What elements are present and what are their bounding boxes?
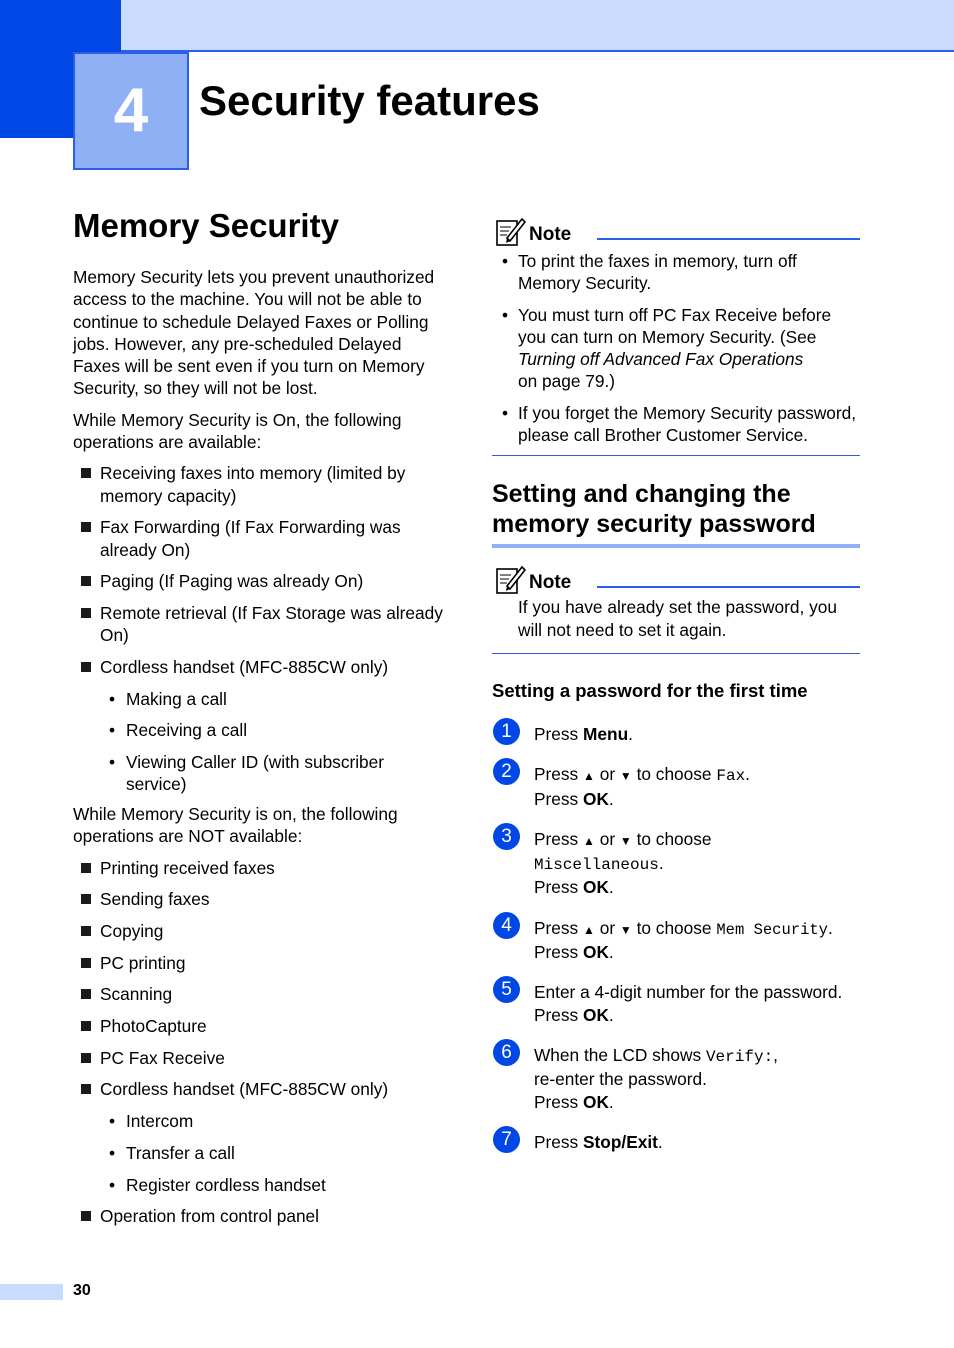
list-item: PC Fax Receive: [73, 1047, 445, 1069]
list-item: Printing received faxes: [73, 857, 445, 879]
sub-list-item: • Transfer a call: [73, 1142, 445, 1164]
note-end-divider: [492, 455, 860, 456]
memory-security-heading: Memory Security: [73, 207, 339, 244]
down-arrow-icon: ▼: [619, 922, 632, 937]
note-label: Note: [529, 224, 572, 245]
page-number: 30: [73, 1282, 91, 1299]
menu-key: Menu: [583, 723, 629, 744]
note-item: • You must turn off PC Fax Receive before you can turn on Memory Security. (See Turning off Advanced Fax Operations on page 79.): [518, 304, 860, 393]
list-item: Receiving faxes into memory (limited by memory capacity): [73, 462, 445, 507]
chapter-number: 4: [113, 76, 149, 145]
step-3: 3 Press ▲ or ▼ to choose Miscellaneous. Press OK.: [492, 828, 860, 899]
step-number: 1: [493, 718, 520, 745]
step-number: 5: [493, 976, 520, 1003]
note-divider: [597, 238, 860, 240]
note-body: [492, 250, 860, 446]
right-column: [492, 214, 860, 1153]
note-divider: [597, 586, 860, 588]
footer-bar: [0, 1284, 63, 1300]
list-item: Scanning: [73, 983, 445, 1005]
note-end-divider: [492, 653, 860, 654]
up-arrow-icon: ▲: [583, 769, 595, 784]
list-item: PC printing: [73, 952, 445, 974]
step-number: 4: [493, 912, 520, 939]
step-5: 5 Enter a 4-digit number for the password. Press OK.: [492, 981, 860, 1026]
lcd-prompt: Verify:: [705, 1047, 774, 1066]
note-header: [492, 562, 860, 598]
note-text: If you have already set the password, you will not need to set it again.: [518, 597, 837, 640]
header-band: [121, 0, 954, 52]
password-section-heading: Setting and changing the memory security password: [492, 480, 860, 548]
ok-key: OK: [583, 1004, 609, 1025]
list-item: Remote retrieval (If Fax Storage was already On): [73, 602, 445, 647]
list-item: Sending faxes: [73, 888, 445, 910]
unavailable-intro: While Memory Security is on, the following operations are NOT available:: [73, 804, 398, 847]
sub-list-item: • Making a call: [73, 688, 445, 710]
list-item: Fax Forwarding (If Fax Forwarding was already On): [73, 516, 445, 561]
lcd-option: Miscellaneous: [534, 856, 659, 875]
step-number: 3: [493, 823, 520, 850]
chapter-number-box: [73, 52, 189, 170]
sub-list-item: • Register cordless handset: [73, 1174, 445, 1196]
list-item: Cordless handset (MFC-885CW only): [73, 656, 445, 678]
step-number: 7: [493, 1126, 520, 1153]
intro-paragraph: Memory Security lets you prevent unauthorized access to the machine. You will not be able to continue to schedule Delayed Faxes or Polling jobs. However, any pre-scheduled Delayed Faxes will be sent even if you turn on Memory Security, so they will not be lost.: [73, 267, 435, 399]
up-arrow-icon: ▲: [583, 833, 595, 848]
step-4: 4 Press ▲ or ▼ to choose Mem Security. Press OK.: [492, 917, 860, 964]
down-arrow-icon: ▼: [619, 833, 632, 848]
sub-list-item: • Viewing Caller ID (with subscriber service): [73, 751, 445, 796]
lcd-option: Fax: [716, 767, 746, 786]
lcd-option: Mem Security: [716, 920, 828, 939]
step-6: 6 When the LCD shows Verify:, re-enter the password. Press OK.: [492, 1044, 860, 1113]
list-item: Paging (If Paging was already On): [73, 570, 445, 592]
list-item: Operation from control panel: [73, 1205, 445, 1227]
note-pencil-icon: [495, 564, 526, 595]
step-2: 2 Press ▲ or ▼ to choose Fax. Press OK.: [492, 763, 860, 810]
step-number: 6: [493, 1039, 520, 1066]
list-item: PhotoCapture: [73, 1015, 445, 1037]
up-arrow-icon: ▲: [583, 922, 595, 937]
available-intro: While Memory Security is On, the following operations are available:: [73, 409, 402, 453]
left-column: [73, 206, 445, 1237]
step-number: 2: [493, 758, 520, 785]
ok-key: OK: [583, 877, 609, 898]
ok-key: OK: [583, 788, 609, 809]
stop-exit-key: Stop/Exit: [583, 1131, 658, 1152]
note-label: Note: [529, 572, 572, 594]
ok-key: OK: [583, 942, 609, 963]
list-item: Copying: [73, 920, 445, 942]
list-item: Cordless handset (MFC-885CW only): [73, 1078, 445, 1100]
note-item: • To print the faxes in memory, turn off Memory Security.: [518, 250, 860, 295]
chapter-title: Security features: [199, 77, 540, 124]
ok-key: OK: [583, 1091, 609, 1112]
down-arrow-icon: ▼: [619, 769, 632, 784]
note-item: • If you forget the Memory Security password, please call Brother Customer Service.: [518, 402, 860, 447]
sub-list-item: • Receiving a call: [73, 719, 445, 741]
cross-reference: Turning off Advanced Fax Operations: [518, 349, 804, 370]
note-header: [492, 214, 860, 250]
note-pencil-icon: [495, 216, 526, 247]
first-time-heading: Setting a password for the first time: [492, 679, 808, 701]
step-7: 7 Press Stop/Exit.: [492, 1131, 860, 1153]
sub-list-item: • Intercom: [73, 1110, 445, 1132]
step-1: 1 Press Menu.: [492, 723, 860, 745]
